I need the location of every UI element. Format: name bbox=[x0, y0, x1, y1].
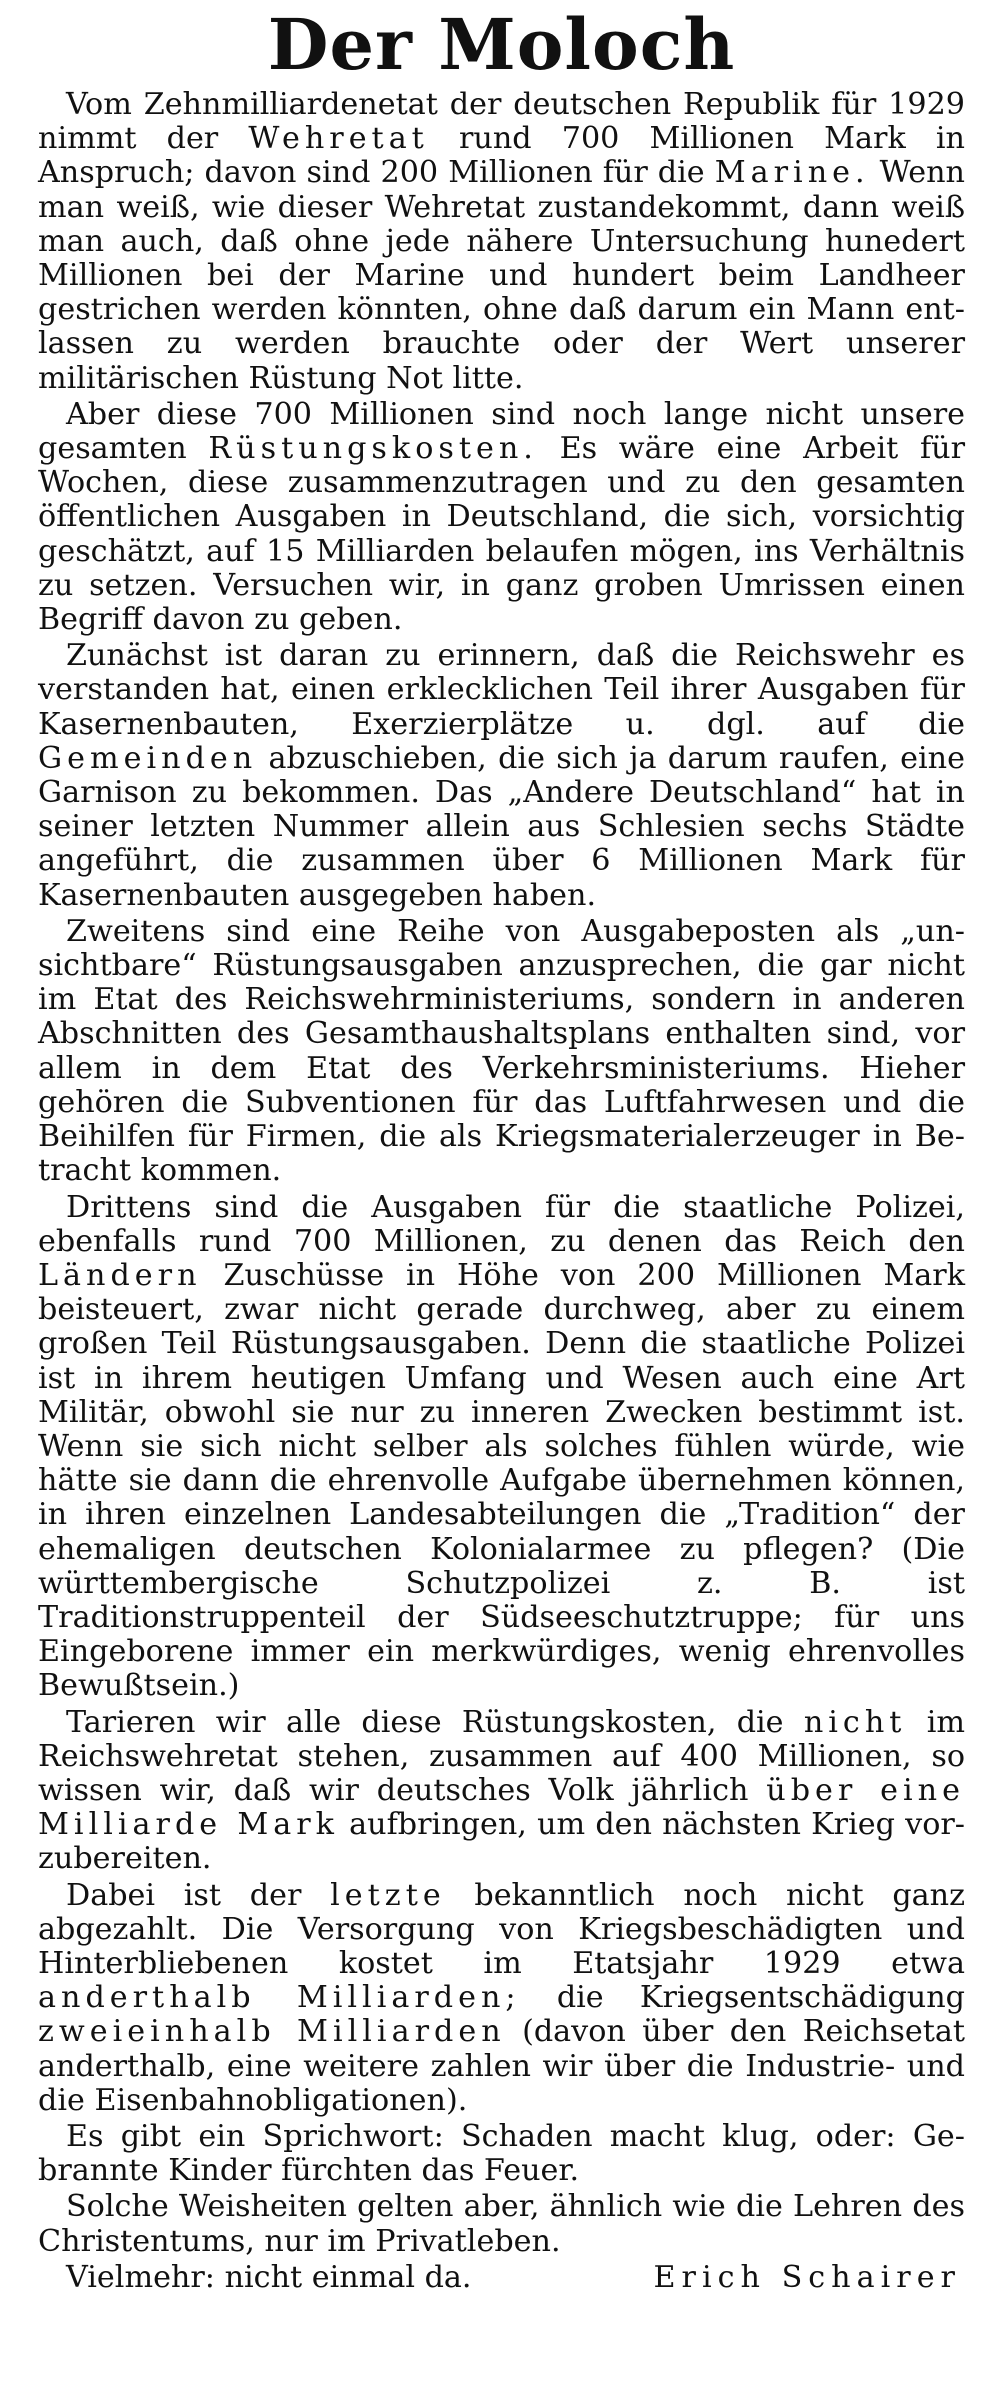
article-body bbox=[38, 88, 965, 2295]
text-segment: Zweitens sind eine Reihe von Ausgabeposten als „unsichtbare“ Rüstungsausgaben anzusprechen, die gar nicht im Etat des Reichswehrministeriums, sondern in anderen Abschnitten des Gesamthaushaltsplans enthalten sind, vor allem in dem Etat des Verkehrsministeriums. Hieher gehören die Subventionen für das Luftfahrwesen und die Beihilfen für Firmen, die als Kriegsmaterialerzeuger in Betracht kommen. bbox=[38, 913, 965, 1189]
text-segment: Es gibt ein Sprichwort: Schaden macht klug, oder: Gebrannte Kinder fürchten das Feuer. bbox=[38, 2118, 965, 2189]
text-segment: aufbringen, um den nächsten Krieg vorzubereiten. bbox=[38, 1807, 965, 1877]
emphasis-letzte: letzte bbox=[330, 1877, 446, 1913]
text-segment: im Reichswehretat stehen, zusammen auf 400 Millionen, so wissen wir, daß wir deutsches Volk jährlich bbox=[38, 1704, 965, 1808]
text-segment: Aber diese 700 Millionen sind noch lange nicht unsere gesamten bbox=[38, 396, 965, 467]
text-segment: Wenn man weiß, wie dieser Wehretat zustandekommt, dann weiß man auch, daß ohne jede nähere Untersuchung hunedert Millionen bei der Marine und hundert beim Landheer gestrichen werden könnten, ohne daß darum ein Mann entlassen zu werden brauchte oder der Wert unserer militärischen Rüstung Not litte. bbox=[38, 155, 965, 396]
text-segment: Zuschüsse in Höhe von 200 Millionen Mark beisteuert, zwar nicht gerade durchweg, aber zu einem großen Teil Rüstungsausgaben. Denn die staatliche Polizei ist in ihrem heutigen Umfang und Wesen auch eine Art Militär, obwohl sie nur zu inneren Zwecken bestimmt ist. Wenn sie sich nicht selber als solches fühlen würde, wie hätte sie dann die ehrenvolle Aufgabe übernehmen können, in ihren einzelnen Landesabteilungen die „Tradition“ der ehemaligen deutschen Kolonialarmee zu pflegen? (Die württembergische Schutzpolizei z. B. ist Traditionstruppenteil der Südseeschutztruppe; für uns Eingeborene immer ein merkwürdiges, wenig ehrenvolles Bewußtsein.) bbox=[38, 1257, 965, 1704]
paragraph-2 bbox=[38, 398, 965, 637]
paragraph-3 bbox=[38, 639, 965, 913]
closing-line bbox=[38, 2261, 965, 2295]
paragraph-6 bbox=[38, 1706, 965, 1877]
paragraph-8 bbox=[38, 2120, 965, 2188]
text-segment: Solche Weisheiten gelten aber, ähnlich wie die Lehren des Christentums, nur im Privatleben. bbox=[38, 2189, 965, 2259]
text-segment: Drittens sind die Ausgaben für die staatliche Polizei, ebenfalls rund 700 Millionen, zu denen das Reich den bbox=[38, 1189, 965, 1259]
text-segment: abzuschieben, die sich ja darum raufen, eine Garnison zu bekommen. Das „Andere Deutschland“ hat in seiner letzten Nummer allein aus Schlesien sechs Städte angeführt, die zusammen über 6 Millionen Mark für Kasernenbauten ausgegeben haben. bbox=[38, 740, 965, 913]
text-segment: Tarieren wir alle diese Rüstungskosten, die bbox=[66, 1704, 804, 1740]
emphasis-milliarde: über eine Milliarde Mark bbox=[38, 1772, 965, 1843]
text-segment: (davon über den Reichsetat anderthalb, eine weitere zahlen wir über die Industrie- und die Eisenbahnobligationen). bbox=[38, 2014, 966, 2118]
text-segment: Dabei ist der bbox=[66, 1877, 331, 1913]
emphasis-wehretat: Wehretat bbox=[248, 121, 429, 157]
paragraph-1 bbox=[38, 88, 965, 396]
emphasis-nicht: nicht bbox=[803, 1704, 907, 1740]
author-signature: Erich Schairer bbox=[653, 2259, 961, 2295]
paragraph-4 bbox=[38, 915, 965, 1189]
emphasis-ruestungskosten: Rüstungskosten. bbox=[208, 431, 538, 467]
text-segment: rund 700 Millionen Mark in Anspruch; davon sind 200 Millionen für die bbox=[38, 121, 965, 191]
paragraph-5 bbox=[38, 1191, 965, 1704]
emphasis-marine: Marine. bbox=[714, 155, 870, 191]
emphasis-laendern: Ländern bbox=[38, 1257, 202, 1293]
text-segment: die Kriegsentschädigung bbox=[520, 1980, 965, 2016]
article-title: Der Moloch bbox=[267, 3, 736, 86]
emphasis-gemeinden: Gemeinden bbox=[38, 740, 258, 776]
paragraph-7 bbox=[38, 1879, 965, 2118]
emphasis-anderthalb: anderthalb Milliarden; bbox=[38, 1980, 521, 2016]
text-segment: Vom Zehnmilliardenetat der deutschen Republik für 1929 nimmt der bbox=[38, 87, 965, 157]
text-segment: bekanntlich noch nicht ganz abgezahlt. Die Versorgung von Kriegsbeschädigten und Hinterbliebenen kostet im Etatsjahr 1929 etwa bbox=[38, 1877, 965, 1981]
text-segment: Zunächst ist daran zu erinnern, daß die Reichswehr es verstanden hat, einen erklecklichen Teil ihrer Ausgaben für Kasernenbauten, Exerzierplätze u. dgl. auf die bbox=[38, 638, 965, 742]
paragraph-9 bbox=[38, 2190, 965, 2258]
closing-text: Vielmehr: nicht einmal da. bbox=[66, 2259, 472, 2295]
text-segment: Es wäre eine Arbeit für Wochen, diese zusammenzutragen und zu den gesamten öffentlichen Ausgaben in Deutschland, die sich, vorsichtig geschätzt, auf 15 Milliarden belaufen mögen, ins Verhältnis zu setzen. Versuchen wir, in ganz groben Umrissen einen Begriff davon zu geben. bbox=[38, 431, 966, 638]
emphasis-zweieinhalb: zweieinhalb Milliarden bbox=[38, 2014, 506, 2050]
